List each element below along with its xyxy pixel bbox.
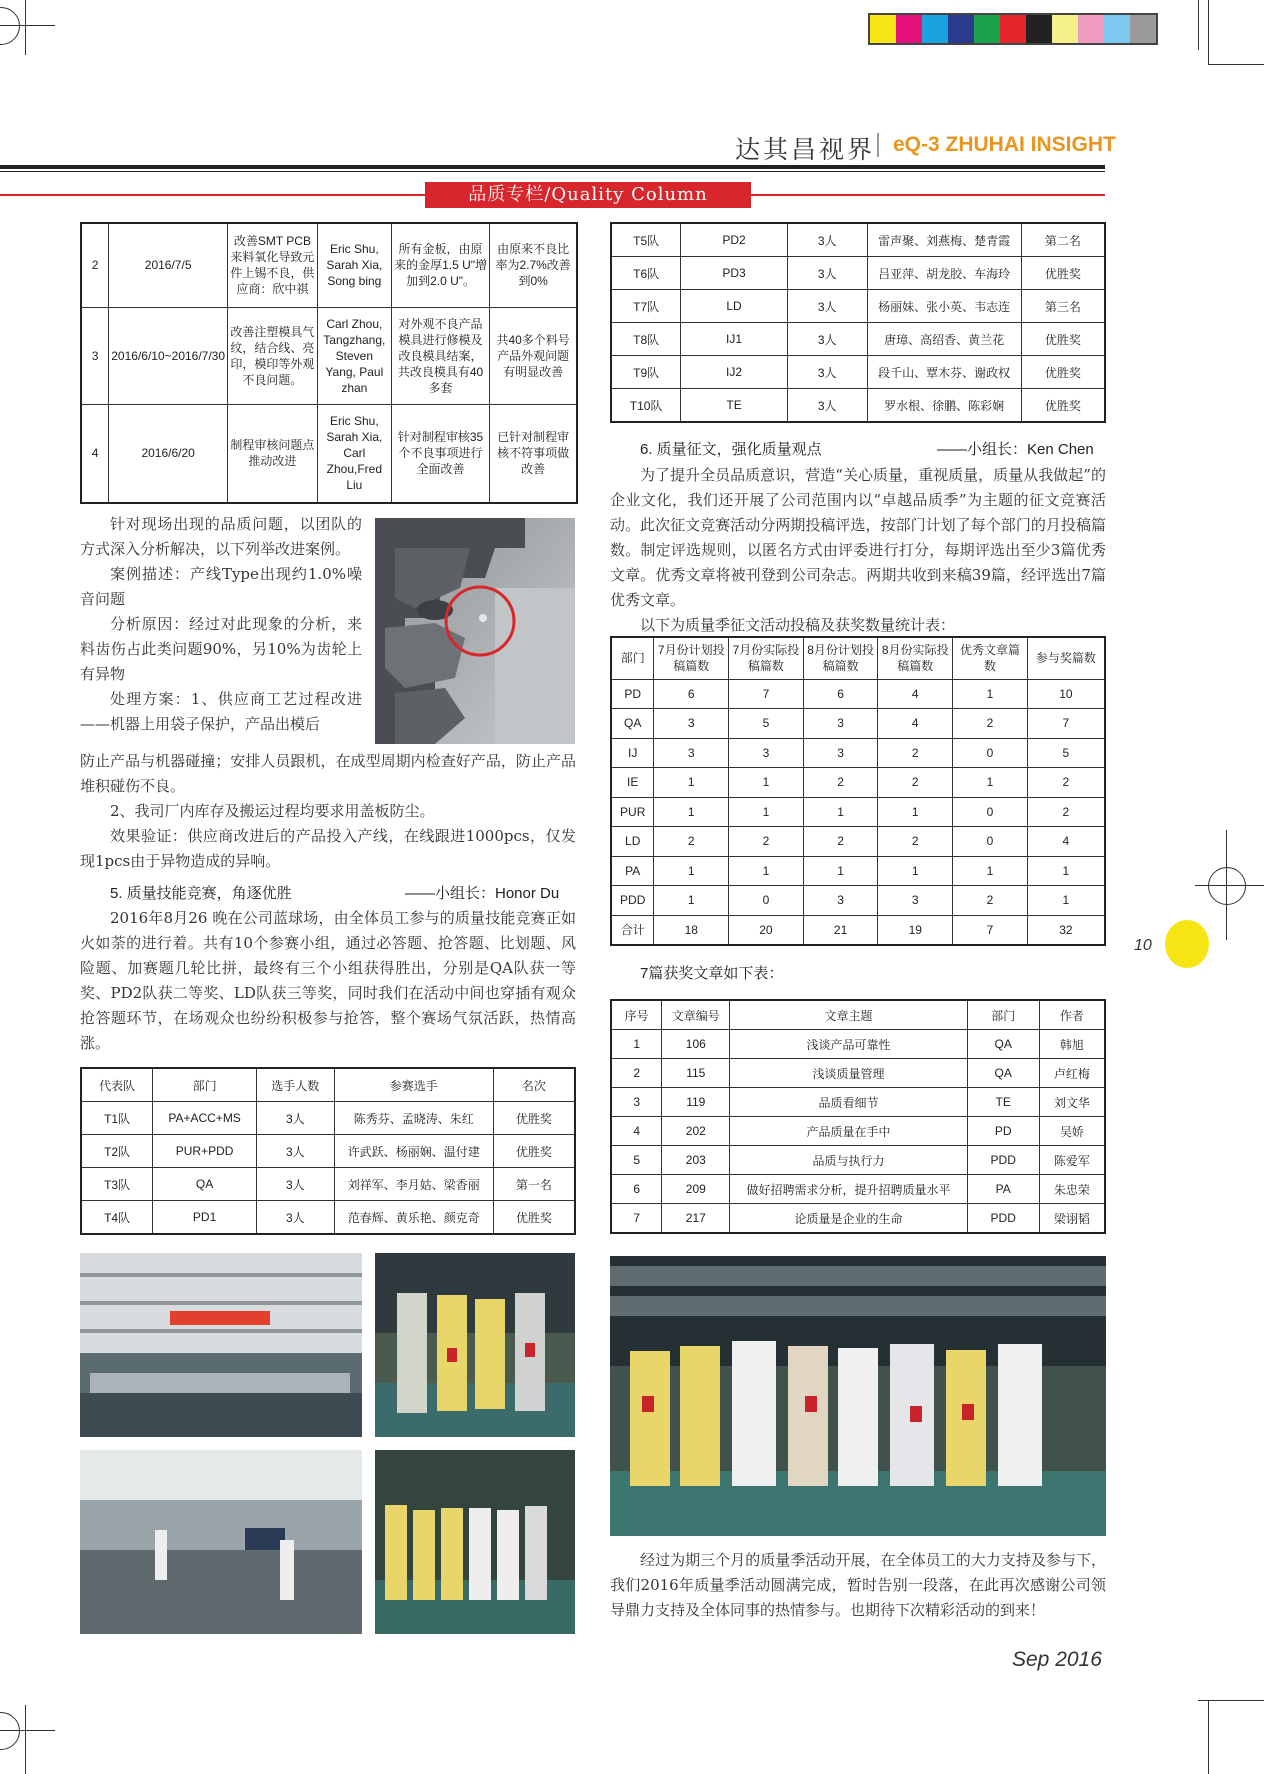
- page-number-dot: [1165, 920, 1209, 968]
- event-photo-presentation: [80, 1450, 362, 1634]
- cell: 0: [953, 827, 1028, 857]
- cell-issue: 改善注塑模具气纹，结合线、亮印，模印等外观不良问题。: [228, 307, 318, 404]
- color-swatch: [1078, 15, 1104, 43]
- cell-action: 所有金板，由原来的金厚1.5 U"增加到2.0 U"。: [391, 223, 489, 307]
- cell: PA: [611, 856, 654, 886]
- event-photo-winners-1: [375, 1253, 575, 1437]
- table-row: [611, 856, 1105, 886]
- contest-table-right: [610, 222, 1106, 423]
- cell: 1: [803, 797, 878, 827]
- cell: 浅谈质量管理: [730, 1059, 967, 1088]
- cell-action: 对外观不良产品模具进行修模及改良模具结案，共改良模具有40多套: [391, 307, 489, 404]
- cell: 2: [878, 738, 953, 768]
- cell: 3人: [787, 290, 867, 323]
- color-swatch: [948, 15, 974, 43]
- cell: 0: [729, 886, 804, 916]
- cell: T10队: [611, 389, 681, 423]
- cell: 优胜奖: [493, 1135, 575, 1168]
- table-row: [81, 1201, 575, 1235]
- header-cell: 参与奖篇数: [1027, 637, 1105, 679]
- table-row: [611, 257, 1105, 290]
- cell: PUR+PDD: [153, 1135, 257, 1168]
- section-banner: 品质专栏/Quality Column: [425, 182, 751, 208]
- cell: 3: [803, 738, 878, 768]
- cell: T3队: [81, 1168, 153, 1201]
- cell: 32: [1027, 915, 1105, 945]
- paragraph: 2016年8月26 晚在公司蓝球场，由全体员工参与的质量技能竞赛正如火如荼的进行着。共有10个参赛小组，通过必答题、抢答题、比划题、风险题、加赛题几轮比拼，最终有三个小组获得胜出，分别是QA队获一等奖、PD2队获二等奖、LD队获三等奖，同时我们在活动中间也穿插有观众抢答题环节，在场观众也纷纷积极参与抢答，整个赛场气氛活跃，热情高涨。: [80, 909, 576, 1052]
- cell: 1: [654, 856, 729, 886]
- color-swatch: [1104, 15, 1130, 43]
- cell: 4: [878, 709, 953, 739]
- cell: TE: [967, 1088, 1039, 1117]
- header-cell: 部门: [611, 637, 654, 679]
- cell: 20: [729, 915, 804, 945]
- cell: PUR: [611, 797, 654, 827]
- cell: 1: [611, 1030, 662, 1059]
- color-swatch: [1026, 15, 1052, 43]
- section6-title: 6. 质量征文，强化质量观点: [640, 441, 822, 458]
- crop-mark: [1208, 64, 1264, 65]
- cell-no: 2: [81, 223, 109, 307]
- cell: IJ2: [681, 356, 788, 389]
- header-cell: 选手人数: [257, 1068, 335, 1102]
- cell: 1: [1027, 856, 1105, 886]
- cell: 第三名: [1021, 290, 1105, 323]
- cell: 1: [953, 679, 1028, 709]
- cell: 浅谈产品可靠性: [730, 1030, 967, 1059]
- section6-leader: ——小组长：Ken Chen: [937, 441, 1094, 458]
- magazine-title-en: eQ-3 ZHUHAI INSIGHT: [893, 133, 1116, 156]
- section5-title: 5. 质量技能竞赛，角逐优胜: [110, 885, 292, 902]
- paragraph: 案例描述：产线Type出现约1.0%噪音问题: [80, 565, 362, 608]
- paragraph: 防止产品与机器碰撞；安排人员跟机，在成型周期内检查好产品，防止产品堆积碰伤不良。: [80, 752, 576, 795]
- cell: 7: [729, 679, 804, 709]
- crop-mark: [1208, 0, 1209, 65]
- cell: 3人: [787, 356, 867, 389]
- cell-result: 已针对制程审核不符事项做改善: [490, 404, 577, 503]
- cell: PA+ACC+MS: [153, 1102, 257, 1135]
- header-cell: 参赛选手: [334, 1068, 493, 1102]
- cell: 0: [953, 738, 1028, 768]
- section5-body: [80, 906, 576, 1056]
- table-row: [81, 404, 577, 503]
- cell: 产品质量在手中: [730, 1117, 967, 1146]
- cell: 5: [1027, 738, 1105, 768]
- header-cell: 部门: [153, 1068, 257, 1102]
- cell: 4: [1027, 827, 1105, 857]
- cell: T8队: [611, 323, 681, 356]
- cell: 陈秀芬、孟晓涛、朱红: [334, 1102, 493, 1135]
- header-cell: 文章编号: [662, 1000, 730, 1030]
- cell: 品质看细节: [730, 1088, 967, 1117]
- cell: 203: [662, 1146, 730, 1175]
- cell: 雷声聚、刘燕梅、楚青霞: [867, 223, 1021, 257]
- cell: 5: [729, 709, 804, 739]
- cell: 朱忠荣: [1039, 1175, 1105, 1204]
- cell: QA: [611, 709, 654, 739]
- cell: 刘祥军、李月姑、梁香丽: [334, 1168, 493, 1201]
- table-row: [611, 1117, 1105, 1146]
- cell: PD: [967, 1117, 1039, 1146]
- cell-result: 共40多个料号产品外观问题有明显改善: [490, 307, 577, 404]
- cell: T7队: [611, 290, 681, 323]
- cell-date: 2016/6/20: [109, 404, 228, 503]
- cell: 1: [953, 768, 1028, 798]
- color-swatch: [1052, 15, 1078, 43]
- header-cell: 8月份计划投稿篇数: [803, 637, 878, 679]
- color-swatch: [1130, 15, 1156, 43]
- cell-team: Eric Shu, Sarah Xia, Song bing: [317, 223, 391, 307]
- color-swatch: [974, 15, 1000, 43]
- cell: 陈爱军: [1039, 1146, 1105, 1175]
- cell: 杨丽妹、张小英、韦志连: [867, 290, 1021, 323]
- cell: 3人: [257, 1201, 335, 1235]
- cell: T4队: [81, 1201, 153, 1235]
- submission-stats-table: [610, 636, 1106, 946]
- cell: 10: [1027, 679, 1105, 709]
- table-row: [611, 1088, 1105, 1117]
- cell: 4: [611, 1117, 662, 1146]
- cell: 1: [1027, 886, 1105, 916]
- table-row: [611, 290, 1105, 323]
- cell: 115: [662, 1059, 730, 1088]
- cell-team: Eric Shu, Sarah Xia, Carl Zhou,Fred Liu: [317, 404, 391, 503]
- color-swatch: [922, 15, 948, 43]
- header-cell: 7月份计划投稿篇数: [654, 637, 729, 679]
- cell: 3人: [257, 1135, 335, 1168]
- cell: QA: [967, 1059, 1039, 1088]
- cell: QA: [967, 1030, 1039, 1059]
- header-rule: [0, 165, 1105, 169]
- cell: 119: [662, 1088, 730, 1117]
- cell: 5: [611, 1146, 662, 1175]
- table-row: [611, 1030, 1105, 1059]
- table-row: [81, 223, 577, 307]
- cell: 第二名: [1021, 223, 1105, 257]
- paragraph: 为了提升全员品质意识，营造“关心质量，重视质量，质量从我做起”的企业文化，我们还开展了公司范围内以“卓越品质季”为主题的征文竞赛活动。此次征文竞赛活动分两期投稿评选，按部门计划了每个部门的月投稿篇数。制定评选规则，以匿名方式由评委进行打分，每期评选出至少3篇优秀文章。优秀文章将被刊登到公司杂志。两期共收到来稿39篇，经评选出7篇优秀文章。: [610, 466, 1106, 609]
- cell: 3人: [787, 389, 867, 423]
- paragraph: 以下为质量季征文活动投稿及获奖数量统计表：: [640, 616, 956, 634]
- cell: 2: [729, 827, 804, 857]
- registration-mark: [0, 1712, 20, 1750]
- cell: 许武跃、杨丽娴、温付建: [334, 1135, 493, 1168]
- contest-table-left: [80, 1067, 576, 1235]
- cell: 1: [654, 886, 729, 916]
- cell-issue: 改善SMT PCB来料氧化导致元件上锡不良，供应商：欣中祺: [228, 223, 318, 307]
- table-row: [611, 356, 1105, 389]
- cell: 2: [878, 827, 953, 857]
- cell-no: 4: [81, 404, 109, 503]
- cell: 1: [878, 797, 953, 827]
- cell: LD: [681, 290, 788, 323]
- cell: 0: [953, 797, 1028, 827]
- cell: 2: [803, 827, 878, 857]
- cell: 1: [803, 856, 878, 886]
- cell: 2: [611, 1059, 662, 1088]
- cell: 7: [611, 1204, 662, 1234]
- crop-mark: [25, 0, 26, 55]
- issue-date: Sep 2016: [1012, 1648, 1102, 1671]
- table-row: [611, 768, 1105, 798]
- page-number: 10: [1134, 937, 1152, 954]
- section6-body: [610, 463, 1106, 638]
- header-cell: 文章主题: [730, 1000, 967, 1030]
- cell: 优胜奖: [1021, 323, 1105, 356]
- table-header-row: [81, 1068, 575, 1102]
- cell: 梁诩韬: [1039, 1204, 1105, 1234]
- header-cell: 代表队: [81, 1068, 153, 1102]
- crop-mark: [1195, 885, 1264, 886]
- cell: 优胜奖: [1021, 356, 1105, 389]
- table-row: [611, 827, 1105, 857]
- cell: 2: [654, 827, 729, 857]
- cell-date: 2016/7/5: [109, 223, 228, 307]
- paragraph: 处理方案：1、供应商工艺过程改进——机器上用袋子保护，产品出模后: [80, 690, 362, 733]
- paragraph: 2、我司厂内库存及搬运过程均要求用盖板防尘。: [110, 802, 435, 820]
- paragraph: 针对现场出现的品质问题，以团队的方式深入分析解决，以下列举改进案例。: [80, 515, 362, 558]
- cell: 6: [654, 679, 729, 709]
- improvement-table: [80, 222, 578, 504]
- header-cell: 7月份实际投稿篇数: [729, 637, 804, 679]
- cell: T1队: [81, 1102, 153, 1135]
- header-divider: [877, 133, 879, 157]
- cell: 3: [654, 738, 729, 768]
- cell: 2: [953, 886, 1028, 916]
- table-header-row: [611, 1000, 1105, 1030]
- cell: 21: [803, 915, 878, 945]
- awards-intro: 7篇获奖文章如下表：: [640, 965, 784, 982]
- cell-result: 由原来不良比率为2.7%改善到0%: [490, 223, 577, 307]
- crop-mark: [1198, 0, 1199, 50]
- cell: IJ: [611, 738, 654, 768]
- table-row: [611, 1146, 1105, 1175]
- cell: 202: [662, 1117, 730, 1146]
- cell: 1: [953, 856, 1028, 886]
- table-row: [81, 1168, 575, 1201]
- cell: 1: [654, 797, 729, 827]
- header-cell: 序号: [611, 1000, 662, 1030]
- section5-leader: ——小组长：Honor Du: [405, 885, 560, 902]
- cell: 1: [729, 797, 804, 827]
- cell: IJ1: [681, 323, 788, 356]
- cell: QA: [153, 1168, 257, 1201]
- cell: 3: [803, 709, 878, 739]
- cell: PA: [967, 1175, 1039, 1204]
- cell: 唐璋、高绍香、黄兰花: [867, 323, 1021, 356]
- table-row: [81, 1135, 575, 1168]
- cell: 1: [878, 856, 953, 886]
- cell: 2: [953, 709, 1028, 739]
- cell-issue: 制程审核问题点推动改进: [228, 404, 318, 503]
- cell: 1: [729, 768, 804, 798]
- cell: 卢红梅: [1039, 1059, 1105, 1088]
- cell: 3人: [787, 223, 867, 257]
- cell: 论质量是企业的生命: [730, 1204, 967, 1234]
- cell: 优胜奖: [1021, 389, 1105, 423]
- table-row: [611, 223, 1105, 257]
- cell: T9队: [611, 356, 681, 389]
- cell: 3: [878, 886, 953, 916]
- gear-defect-photo: [375, 518, 575, 744]
- cell: PDD: [611, 886, 654, 916]
- cell: 3: [803, 886, 878, 916]
- magazine-title-cn: 达其昌视界: [735, 135, 876, 164]
- cell: PD1: [153, 1201, 257, 1235]
- cell: T6队: [611, 257, 681, 290]
- cell: T2队: [81, 1135, 153, 1168]
- table-header-row: [611, 637, 1105, 679]
- cell: 7: [953, 915, 1028, 945]
- cell-no: 3: [81, 307, 109, 404]
- cell: 2: [1027, 797, 1105, 827]
- event-photo-crowd: [80, 1253, 362, 1437]
- cell: 217: [662, 1204, 730, 1234]
- cell: 做好招聘需求分析，提升招聘质量水平: [730, 1175, 967, 1204]
- paragraph: 分析原因：经过对此现象的分析，来料齿伤占此类问题90%，另10%为齿轮上有异物: [80, 615, 362, 683]
- print-color-bar: [868, 13, 1158, 45]
- cell: 优胜奖: [493, 1102, 575, 1135]
- article-intro: [80, 512, 362, 737]
- cell: PDD: [967, 1204, 1039, 1234]
- registration-mark: [0, 7, 20, 45]
- cell: 吕亚萍、胡龙胶、车海玲: [867, 257, 1021, 290]
- table-row: [81, 1102, 575, 1135]
- cell: IE: [611, 768, 654, 798]
- cell: 3: [729, 738, 804, 768]
- cell-action: 针对制程审核35个不良事项进行全面改善: [391, 404, 489, 503]
- table-row: [611, 1204, 1105, 1234]
- table-row: [611, 323, 1105, 356]
- paragraph: 经过为期三个月的质量季活动开展，在全体员工的大力支持及参与下，我们2016年质量季活动圆满完成，暂时告别一段落，在此再次感谢公司领导鼎力支持及全体同事的热情参与。也期待下次精彩活动的到来！: [610, 1551, 1106, 1619]
- cell: 罗水根、徐鹏、陈彩娴: [867, 389, 1021, 423]
- cell: 品质与执行力: [730, 1146, 967, 1175]
- header-cell: 名次: [493, 1068, 575, 1102]
- cell: 3人: [787, 323, 867, 356]
- cell: PD2: [681, 223, 788, 257]
- paragraph: 效果验证：供应商改进后的产品投入产线，在线跟进1000pcs，仅发现1pcs由于异物造成的异响。: [80, 827, 576, 870]
- cell: 3人: [787, 257, 867, 290]
- header-rule-thin: [0, 171, 1105, 172]
- cell: 2: [1027, 768, 1105, 798]
- cell: 合计: [611, 915, 654, 945]
- crop-mark: [1226, 830, 1227, 940]
- cell: 1: [729, 856, 804, 886]
- cell: T5队: [611, 223, 681, 257]
- table-row: [611, 1175, 1105, 1204]
- event-photo-group: [610, 1256, 1106, 1536]
- table-row: [611, 886, 1105, 916]
- article-continuation: [80, 749, 576, 874]
- table-row: [611, 797, 1105, 827]
- cell: 6: [611, 1175, 662, 1204]
- color-swatch: [896, 15, 922, 43]
- crop-mark: [25, 1705, 26, 1774]
- table-row: [611, 1059, 1105, 1088]
- cell: 范春辉、黄乐艳、颜克奇: [334, 1201, 493, 1235]
- cell: 3人: [257, 1168, 335, 1201]
- cell: 6: [803, 679, 878, 709]
- header-cell: 8月份实际投稿篇数: [878, 637, 953, 679]
- header-cell: 部门: [967, 1000, 1039, 1030]
- table-row: [611, 915, 1105, 945]
- color-swatch: [1000, 15, 1026, 43]
- cell: 段千山、覃木芬、谢政权: [867, 356, 1021, 389]
- cell-date: 2016/6/10~2016/7/30: [109, 307, 228, 404]
- cell: 韩旭: [1039, 1030, 1105, 1059]
- cell: LD: [611, 827, 654, 857]
- cell: 106: [662, 1030, 730, 1059]
- cell: 1: [654, 768, 729, 798]
- cell: 优胜奖: [1021, 257, 1105, 290]
- cell: 2: [803, 768, 878, 798]
- cell: 刘文华: [1039, 1088, 1105, 1117]
- table-row: [81, 307, 577, 404]
- cell: 优胜奖: [493, 1201, 575, 1235]
- cell: 19: [878, 915, 953, 945]
- table-row: [611, 679, 1105, 709]
- cell: 吴娇: [1039, 1117, 1105, 1146]
- awards-table: [610, 999, 1106, 1234]
- cell: TE: [681, 389, 788, 423]
- cell-team: Carl Zhou, Tangzhang, Steven Yang, Paul zhan: [317, 307, 391, 404]
- table-row: [611, 709, 1105, 739]
- header-cell: 优秀文章篇数: [953, 637, 1028, 679]
- cell: PD: [611, 679, 654, 709]
- cell: PDD: [967, 1146, 1039, 1175]
- cell: 18: [654, 915, 729, 945]
- color-swatch: [870, 15, 896, 43]
- cell: 4: [878, 679, 953, 709]
- crop-mark: [1208, 1700, 1209, 1774]
- cell: 3: [611, 1088, 662, 1117]
- header-cell: 作者: [1039, 1000, 1105, 1030]
- cell: 209: [662, 1175, 730, 1204]
- cell: 第一名: [493, 1168, 575, 1201]
- cell: 3: [654, 709, 729, 739]
- table-row: [611, 389, 1105, 423]
- cell: 7: [1027, 709, 1105, 739]
- table-row: [611, 738, 1105, 768]
- event-photo-winners-2: [375, 1450, 575, 1634]
- cell: 2: [878, 768, 953, 798]
- cell: 3人: [257, 1102, 335, 1135]
- closing-paragraph: [610, 1548, 1106, 1623]
- registration-mark: [1208, 867, 1246, 905]
- cell: PD3: [681, 257, 788, 290]
